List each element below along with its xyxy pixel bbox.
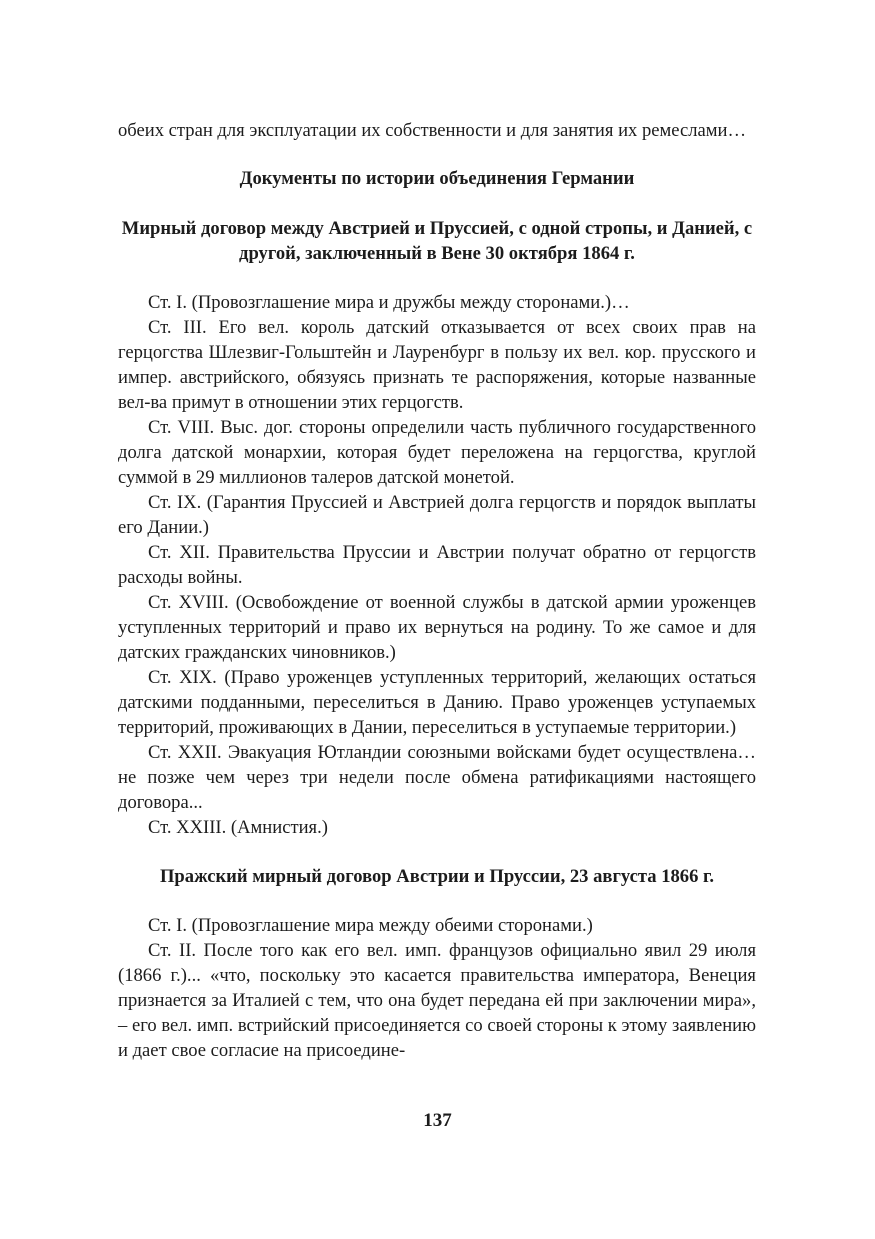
- article-1864-1: Ст. I. (Провозглашение мира и дружбы между сторонами.)…: [148, 292, 630, 313]
- continuation-paragraph: обеих стран для эксплуатации их собственности и для занятия их ремеслами…: [118, 120, 747, 141]
- article-1864-3: Ст. III. Его вел. король датский отказывается от всех своих прав на герцогства Шлезвиг-Гольштейн и Лауренбург в пользу их вел. кор. прусского и импер. австрийского, обязуясь признать те распоряжения, которые названные вел-ва примут в отношении этих герцогств.: [118, 317, 756, 413]
- treaty-1864-title: Мирный договор между Австрией и Пруссией, с одной стропы, и Данией, с другой, заключенный в Вене 30 октября 1864 г.: [121, 218, 753, 264]
- article-1866-2: Ст. II. После того как его вел. имп. французов официально явил 29 июля (1866 г.)... «что, поскольку это касается правительства императора, Венеция признается за Италией с тем, что она будет передана ей при заключении мира», – его вел. имп. встрийский присоединяется со своей стороны к этому заявлению и дает свое согласие на присоедине-: [118, 940, 756, 1061]
- article-1864-9: Ст. IX. (Гарантия Пруссией и Австрией долга герцогств и порядок выплаты его Дании.): [118, 492, 756, 538]
- article-1864-18: Ст. XVIII. (Освобождение от военной службы в датской армии уроженцев уступленных территорий и право их вернуться на родину. То же самое и для датских гражданских чиновников.): [118, 592, 756, 663]
- article-1866-1: Ст. I. (Провозглашение мира между обеими сторонами.): [148, 915, 593, 936]
- section-title: Документы по истории объединения Германии: [239, 168, 635, 189]
- article-1864-23: Ст. XXIII. (Амнистия.): [148, 817, 328, 838]
- article-1864-22: Ст. XXII. Эвакуация Ютландии союзными войсками будет осуществлена… не позже чем через три недели после обмена ратификациями настоящего договора...: [118, 742, 756, 813]
- article-1864-8: Ст. VIII. Выс. дог. стороны определили часть публичного государственного долга датской монархии, которая будет переложена на герцогства, круглой суммой в 29 миллионов талеров датской монетой.: [118, 417, 756, 488]
- treaty-1866-title: Пражский мирный договор Австрии и Пруссии, 23 августа 1866 г.: [159, 866, 715, 887]
- page-body: [118, 118, 756, 1063]
- page-number: 137: [423, 1110, 452, 1131]
- article-1864-19: Ст. XIX. (Право уроженцев уступленных территорий, желающих остаться датскими подданными, переселиться в Данию. Право уроженцев уступаемых территорий, проживающих в Дании, переселиться в уступаемые территории.): [118, 667, 756, 738]
- article-1864-12: Ст. XII. Правительства Пруссии и Австрии получат обратно от герцогств расходы войны.: [118, 542, 756, 588]
